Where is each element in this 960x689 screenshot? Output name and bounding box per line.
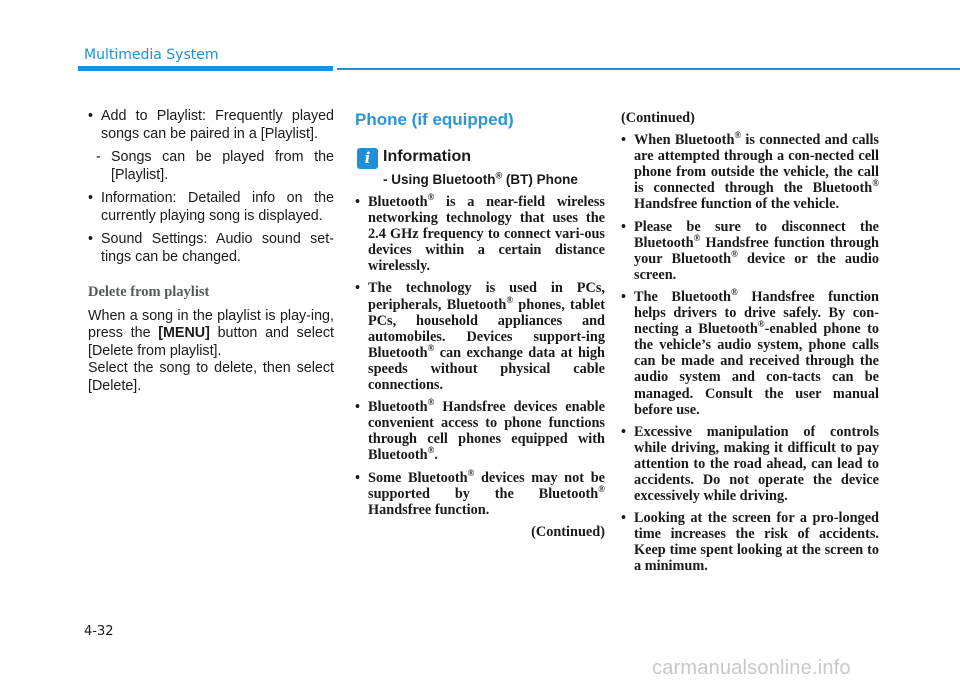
- information-subtitle: [383, 172, 605, 188]
- phone-section-heading: Phone (if equipped): [355, 110, 514, 129]
- list-item-text: Songs can be played from the [Playlist].: [111, 149, 334, 183]
- registered-mark: ®: [427, 343, 435, 354]
- subsection-heading: Delete from playlist: [88, 284, 210, 300]
- bullet-icon: •: [88, 108, 94, 124]
- bullet-icon: •: [621, 218, 627, 235]
- bullet-icon: •: [355, 399, 361, 416]
- column-right: [621, 110, 879, 575]
- registered-mark: ®: [427, 192, 435, 203]
- list-item: [88, 190, 334, 225]
- list-item: [621, 289, 879, 418]
- paragraph: [88, 308, 334, 361]
- list-item-text: When Bluetooth: [634, 132, 735, 149]
- list-item-text: can exchange data at high speeds without physical cable connections.: [368, 344, 605, 394]
- registered-mark: ®: [731, 248, 738, 259]
- list-item: [355, 194, 605, 274]
- bullet-icon: •: [355, 469, 361, 486]
- sub-list-item: [88, 149, 334, 184]
- registered-mark: ®: [872, 178, 879, 189]
- list-item-text: Please be sure to disconnect the Bluetooth: [634, 218, 879, 251]
- bullet-icon: •: [621, 132, 627, 149]
- continued-label: (Continued): [621, 110, 695, 126]
- list-item-text: Sound Settings: Audio sound set-tings can be changed.: [101, 231, 334, 265]
- bullet-icon: •: [355, 194, 361, 210]
- list-item-text: Handsfree devices enable convenient access to phone functions through cell phones equipped with Bluetooth: [368, 399, 605, 464]
- list-item-text: Handsfree function.: [368, 501, 490, 518]
- list-item-text: Looking at the screen for a pro-longed time increases the risk of accidents. Keep time spent looking at the screen to a minimum.: [634, 510, 879, 575]
- watermark: carmanualsonline.info: [652, 657, 851, 679]
- registered-mark: ®: [731, 287, 738, 298]
- header-rule-thick: [78, 66, 333, 71]
- bullet-icon: •: [621, 423, 627, 440]
- list-item-text: The Bluetooth: [634, 288, 731, 305]
- list-item: [621, 424, 879, 504]
- list-item-text: devices may not be supported by the Bluetooth: [368, 469, 605, 502]
- list-item: [621, 132, 879, 212]
- list-item-text: Bluetooth: [368, 399, 428, 416]
- registered-mark: ®: [757, 319, 765, 330]
- list-item-text: Bluetooth: [368, 194, 428, 210]
- information-title: Information: [383, 148, 471, 165]
- list-item-text: Handsfree function helps drivers to drive safely. By con-necting a Bluetooth: [634, 288, 880, 338]
- list-item: [355, 467, 605, 518]
- list-item-text: Handsfree function of the vehicle.: [634, 196, 840, 213]
- registered-mark: ®: [693, 232, 701, 243]
- subtitle-text: (BT) Phone: [502, 172, 578, 187]
- column-left: [88, 108, 334, 395]
- list-item: [355, 399, 605, 463]
- paragraph: Select the song to delete, then select [Delete].: [88, 360, 334, 394]
- subtitle-text: - Using Bluetooth: [383, 172, 496, 187]
- list-item-text: -enabled phone to the vehicle’s audio system, phone calls can be made and received through the audio system and con-tacts can be managed. Consult the user manual before use.: [634, 321, 879, 418]
- menu-key-label: [MENU]: [158, 325, 210, 341]
- registered-mark: ®: [598, 483, 605, 494]
- information-header: [355, 148, 605, 170]
- header-rule-thin: [337, 68, 960, 70]
- list-item-text: Some Bluetooth: [368, 469, 468, 486]
- continued-label: (Continued): [531, 523, 605, 540]
- bullet-icon: •: [621, 510, 627, 527]
- registered-mark: ®: [427, 445, 435, 456]
- bullet-icon: •: [88, 231, 94, 247]
- page-number: 4-32: [84, 624, 114, 639]
- list-item-text: .: [434, 447, 438, 464]
- list-item: [88, 231, 334, 266]
- list-item-text: phones, tablet PCs, household appliances and automobiles. Devices support-ing Bluetooth: [368, 296, 605, 361]
- list-item-text: Excessive manipulation of controls while driving, making it difficult to pay attention to the road ahead, can lead to accidents. Do not operate the device excessively while driving.: [634, 423, 879, 505]
- list-item-text: device or the audio screen.: [634, 250, 879, 283]
- paragraph-text: button and select [Delete from playlist].: [88, 325, 334, 359]
- list-item: [621, 510, 879, 574]
- registered-mark: ®: [506, 294, 514, 305]
- section-title: Multimedia System: [84, 47, 219, 63]
- list-item-text: Information: Detailed info on the currently playing song is displayed.: [101, 190, 334, 224]
- list-item-text: is connected and calls are attempted through a con-nected cell phone from outside the vehicle, the call is connected through the Bluetooth: [634, 132, 879, 197]
- registered-mark: ®: [495, 170, 503, 181]
- list-item: [88, 108, 334, 143]
- list-item: [355, 280, 605, 393]
- bullet-icon: •: [88, 190, 94, 206]
- list-item-text: Add to Playlist: Frequently played songs can be paired in a [Playlist].: [101, 108, 334, 142]
- registered-mark: ®: [734, 130, 742, 141]
- registered-mark: ®: [427, 397, 435, 408]
- bullet-icon: •: [621, 288, 627, 305]
- dash-icon: -: [96, 149, 101, 165]
- list-item-text: is a near-field wireless networking technology that uses the 2.4 GHz frequency to connect vari-ous devices within a certain distance wirelessly.: [368, 194, 605, 275]
- list-item-text: The technology is used in PCs, peripherals, Bluetooth: [368, 280, 605, 313]
- column-middle: [355, 110, 605, 540]
- bullet-icon: •: [355, 280, 361, 297]
- paragraph-text: When a song in the playlist is play-ing, press the: [88, 307, 334, 341]
- info-icon: i: [357, 148, 378, 169]
- registered-mark: ®: [467, 467, 475, 478]
- list-item-text: Handsfree function through your Bluetooth: [634, 234, 879, 267]
- list-item: [621, 219, 879, 283]
